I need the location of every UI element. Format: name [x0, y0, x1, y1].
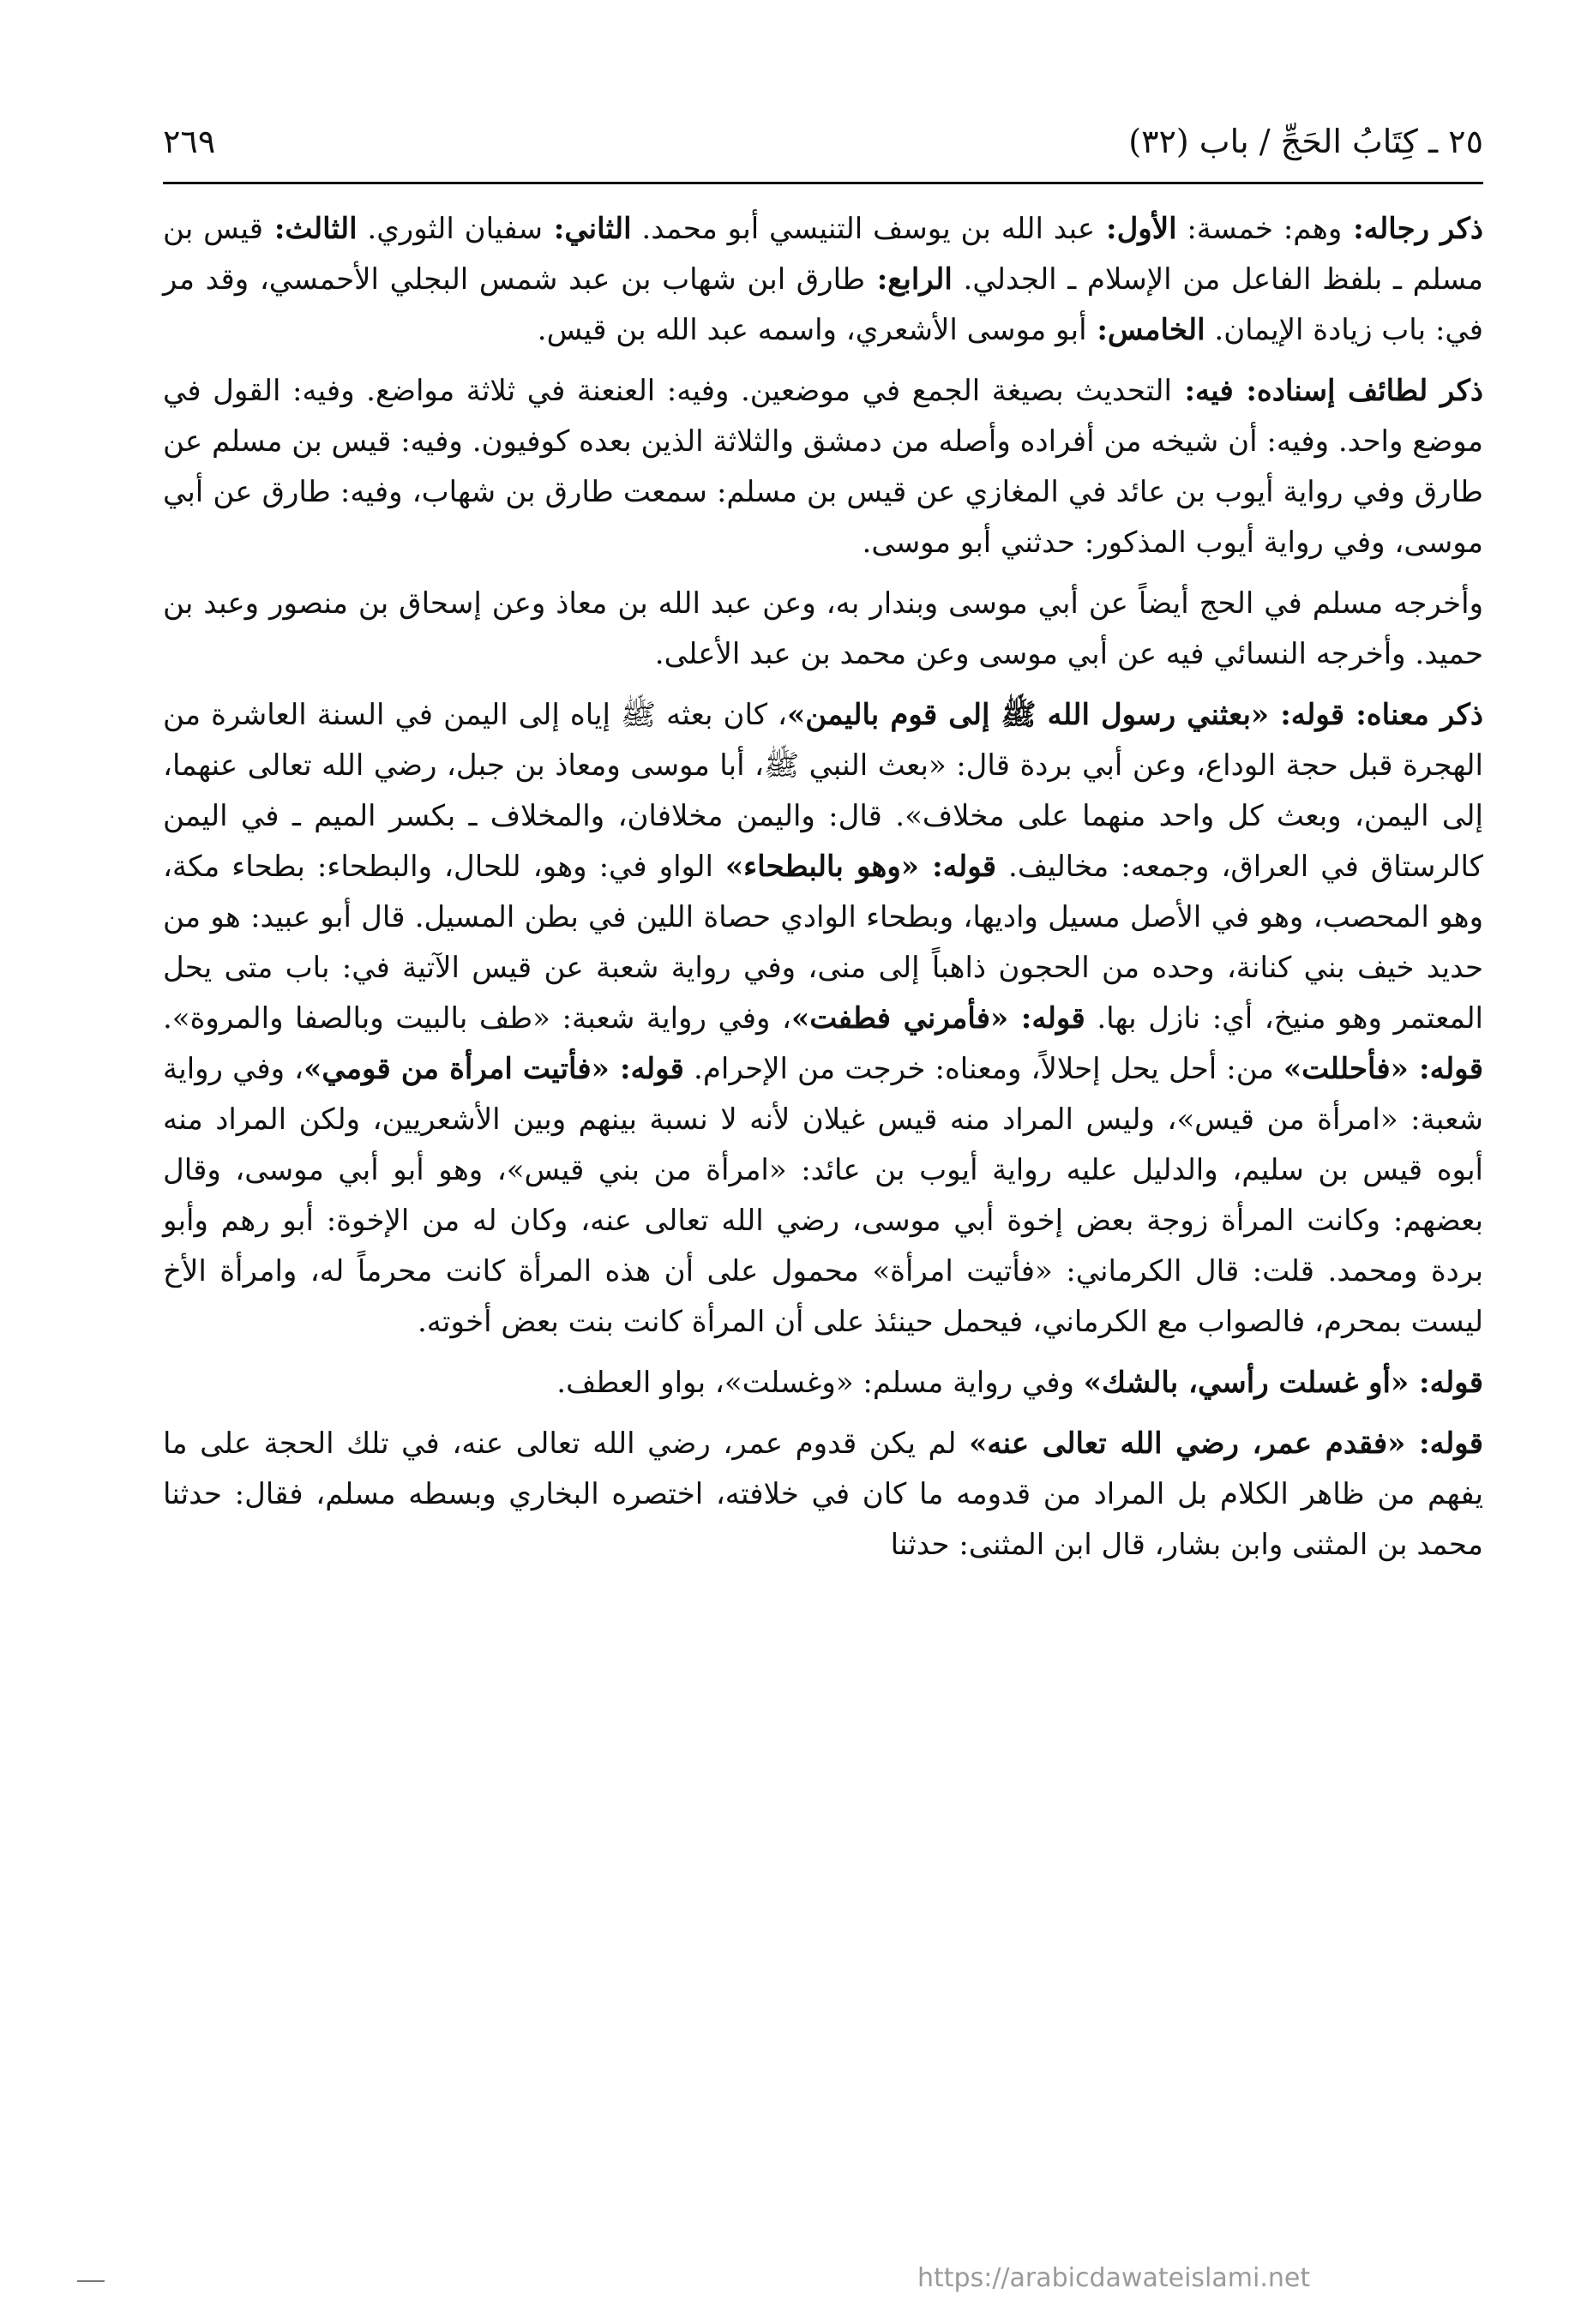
bold-run: قوله: «فأحللت»: [1283, 1052, 1483, 1086]
text-run: ، وفي رواية شعبة: «امرأة من قيس»، وليس المراد منه قيس غيلان لأنه لا نسبة بينهم وبين الأشعريين، ولكن المراد منه أبوه قيس بن سليم، والدليل عليه رواية أيوب بن عائد: «امرأة من بني قيس»، وهو أبو أبي موسى، وقال بعضهم: وكانت المرأة زوجة بعض إخوة أبي موسى، رضي الله تعالى عنه، وكان له من الإخوة: أبو رهم وأبو بردة ومحمد. قلت: قال الكرماني: «فأتيت امرأة» محمول على أن هذه المرأة كانت محرماً له، وامرأة الأخ ليست بمحرم، فالصواب مع الكرماني، فيحمل حينئذ على أن المرأة كانت بنت بعض أخوته.: [163, 1052, 1483, 1339]
text-run: سفيان الثوري.: [357, 212, 543, 246]
bold-run: الثالث:: [263, 212, 358, 246]
watermark-url: https://arabicdawateislami.net: [917, 2263, 1311, 2293]
paragraph: [163, 204, 1483, 356]
paragraph: [163, 1358, 1483, 1408]
text-run: التحديث بصيغة الجمع في موضعين. وفيه: العنعنة في ثلاثة مواضع. وفيه: القول في موضع واحد. وفيه: أن شيخه من أفراده وأصله من دمشق والثلاثة الذين بعده كوفيون. وفيه: قيس بن مسلم عن طارق وفي رواية أيوب بن عائد في المغازي عن قيس بن مسلم: سمعت طارق بن شهاب، وفيه: طارق عن أبي موسى، وفي رواية أيوب المذكور: حدثني أبو موسى.: [163, 374, 1483, 560]
bold-run: ذكر رجاله:: [1342, 212, 1483, 246]
book-page: [163, 111, 1483, 2289]
text-run: عبد الله بن يوسف التنيسي أبو محمد.: [631, 212, 1096, 246]
bold-run: الأول:: [1095, 212, 1177, 246]
paragraph: [163, 1419, 1483, 1570]
header-rule: [163, 182, 1483, 184]
text-run: طارق ابن شهاب بن عبد شمس البجلي الأحمسي، وقد مر في: باب زيادة الإيمان.: [163, 262, 1483, 347]
bold-run: الثاني:: [542, 212, 632, 246]
bold-run: قوله: «فقدم عمر، رضي الله تعالى عنه»: [969, 1426, 1483, 1461]
text-run: لم يكن قدوم عمر، رضي الله تعالى عنه، في تلك الحجة على ما يفهم من ظاهر الكلام بل المراد من قدومه ما كان في خلافته، اختصره البخاري وبسطه مسلم، فقال: حدثنا محمد بن المثنى وابن بشار، قال ابن المثنى: حدثنا: [163, 1426, 1483, 1562]
bold-run: قوله: «وهو بالبطحاء»: [724, 850, 997, 884]
text-run: وهم: خمسة:: [1176, 212, 1343, 246]
text-run: ، وفي رواية شعبة: «طف بالبيت وبالصفا والمروة».: [163, 1001, 791, 1036]
text-run: وفي رواية مسلم: «وغسلت»، بواو العطف.: [556, 1366, 1084, 1400]
bold-run: فيه:: [1171, 374, 1234, 408]
bold-run: الرابع:: [865, 262, 953, 297]
text-run: ، كان بعثه ﷺ إياه إلى اليمن في السنة العاشرة من الهجرة قبل حجة الوداع، وعن أبي بردة قال: «بعث النبي ﷺ، أبا موسى ومعاذ بن جبل، رضي الله تعالى عنهما، إلى اليمن، وبعث كل واحد منهما على مخلاف». قال: واليمن مخلافان، والمخلاف ـ بكسر الميم ـ في اليمن كالرستاق في العراق، وجمعه: مخاليف.: [163, 698, 1483, 884]
text-run: أبو موسى الأشعري، واسمه عبد الله بن قيس.: [537, 313, 1087, 347]
paragraph: [163, 690, 1483, 1348]
page-number: ٢٦٩: [163, 123, 216, 160]
bold-run: قوله: «فأمرني فطفت»: [791, 1001, 1085, 1036]
bold-run: قوله: «أو غسلت رأسي، بالشك»: [1083, 1366, 1483, 1400]
paragraph: [163, 366, 1483, 568]
bold-run: ذكر لطائف إسناده:: [1233, 374, 1483, 408]
text-run: من: أحل يحل إحلالاً، ومعناه: خرجت من الإحرام.: [683, 1052, 1283, 1086]
text-run: وأخرجه مسلم في الحج أيضاً عن أبي موسى وبندار به، وعن عبد الله بن معاذ وعن إسحاق بن منصور وعبد بن حميد. وأخرجه النسائي فيه عن أبي موسى وعن محمد بن عبد الأعلى.: [163, 586, 1483, 671]
body-text: [163, 204, 1483, 1581]
page-header: [163, 111, 1483, 171]
chapter-title: ٢٥ ـ كِتَابُ الحَجِّ / باب (٣٢): [1128, 123, 1483, 160]
text-run: الواو في: وهو، للحال، والبطحاء: بطحاء مكة، وهو المحصب، وهو في الأصل مسيل واديها، وبطحاء الوادي حصاة اللين في بطن المسيل. قال أبو عبيد: هو من حديد خيف بني كنانة، وحده من الحجون ذاهباً إلى منى، وفي رواية شعبة عن قيس الآتية في: باب متى يحل المعتمر وهو منيخ، أي: نازل بها.: [163, 850, 1484, 1036]
bold-run: الخامس:: [1086, 313, 1205, 347]
paragraph: [163, 579, 1483, 680]
text-run: قيس بن مسلم ـ بلفظ الفاعل من الإسلام ـ الجدلي.: [163, 212, 1483, 297]
margin-mark: [77, 2280, 105, 2282]
bold-run: قوله: «فأتيت امرأة من قومي»: [304, 1052, 684, 1086]
bold-run: ذكر معناه: قوله: «بعثني رسول الله ﷺ إلى قوم باليمن»: [787, 698, 1483, 732]
